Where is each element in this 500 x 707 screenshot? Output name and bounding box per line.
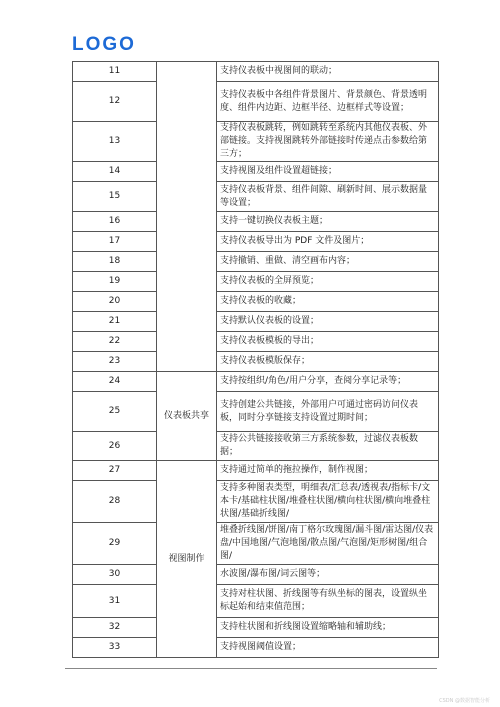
category-label-share: 仪表板共享 [157,372,217,461]
category-label-view: 视图制作 [157,461,217,658]
row-description: 支持柱状图和折线图设置缩略轴和辅助线； [217,618,439,638]
table-row [73,122,439,162]
row-number: 30 [73,565,157,585]
row-number: 16 [73,212,157,232]
row-number: 13 [73,122,157,162]
table-row [73,82,439,122]
row-description: 支持创建公共链接，外部用户可通过密码访问仪表板，同时分享链接支持设置过期时间； [217,392,439,432]
requirements-table [72,61,439,658]
watermark: CSDN @数据智能分析 [439,698,490,704]
row-number: 14 [73,162,157,182]
row-number: 27 [73,461,157,481]
row-description: 支持仪表板导出为 PDF 文件及图片； [217,232,439,252]
row-number: 20 [73,292,157,312]
row-number: 28 [73,481,157,523]
table-row [73,638,439,658]
row-number: 15 [73,182,157,212]
row-description: 支持仪表板中视图间的联动； [217,62,439,82]
row-description: 支持默认仪表板的设置； [217,312,439,332]
row-number: 32 [73,618,157,638]
category-cell-dashboard [157,62,217,372]
row-description: 支持仪表板模板的导出； [217,332,439,352]
row-number: 11 [73,62,157,82]
row-number: 17 [73,232,157,252]
table-row [73,62,439,82]
row-description: 支持视图阈值设置； [217,638,439,658]
row-description: 支持仪表板跳转，例如跳转至系统内其他仪表板、外部链接。支持视图跳转外部链接时传递点击参数给第三方； [217,122,439,162]
table-row [73,585,439,618]
row-number: 25 [73,392,157,432]
row-number: 18 [73,252,157,272]
table-row [73,523,439,565]
table-row [73,372,439,392]
row-description: 支持公共链接接收第三方系统参数，过滤仪表板数据； [217,432,439,461]
row-number: 19 [73,272,157,292]
table-row [73,481,439,523]
row-number: 33 [73,638,157,658]
row-description: 支持按组织/角色/用户分享，查阅分享记录等； [217,372,439,392]
row-description: 支持对柱状图、折线图等有纵坐标的图表，设置纵坐标起始和结束值范围； [217,585,439,618]
table-row [73,292,439,312]
row-description: 支持视图及组件设置超链接； [217,162,439,182]
table-row [73,461,439,481]
table-row [73,252,439,272]
row-number: 24 [73,372,157,392]
row-number: 23 [73,352,157,372]
table-row [73,392,439,432]
row-description: 支持仪表板的收藏； [217,292,439,312]
row-description: 堆叠折线图/饼图/南丁格尔玫瑰图/漏斗图/雷达图/仪表盘/中国地图/气泡地图/散点图/气泡图/矩形树图/组合图/ [217,523,439,565]
row-description: 支持撤销、重做、清空画布内容； [217,252,439,272]
row-number: 22 [73,332,157,352]
table-row [73,162,439,182]
row-number: 26 [73,432,157,461]
row-description: 支持仪表板中各组件背景图片、背景颜色、背景透明度、组件内边距、边框半径、边框样式等设置； [217,82,439,122]
footer-divider [65,668,437,669]
row-description: 支持仪表板的全屏预览； [217,272,439,292]
table-row [73,618,439,638]
table-row [73,232,439,252]
row-number: 12 [73,82,157,122]
table-row [73,565,439,585]
row-description: 支持一键切换仪表板主题； [217,212,439,232]
row-description: 支持仪表板背景、组件间隙、刷新时间、展示数据量等设置； [217,182,439,212]
table-row [73,432,439,461]
row-description: 支持仪表板模版保存； [217,352,439,372]
row-number: 21 [73,312,157,332]
row-number: 29 [73,523,157,565]
table-row [73,212,439,232]
logo: LOGO [72,34,136,55]
table-row [73,272,439,292]
table-row [73,352,439,372]
table-row [73,312,439,332]
row-description: 支持通过简单的拖拉操作，制作视图； [217,461,439,481]
row-description: 水波图/瀑布图/词云图等； [217,565,439,585]
table-row [73,332,439,352]
row-number: 31 [73,585,157,618]
table-row [73,182,439,212]
row-description: 支持多种图表类型，明细表/汇总表/透视表/指标卡/文本卡/基础柱状图/堆叠柱状图/横向柱状图/横向堆叠柱状图/基础折线图/ [217,481,439,523]
